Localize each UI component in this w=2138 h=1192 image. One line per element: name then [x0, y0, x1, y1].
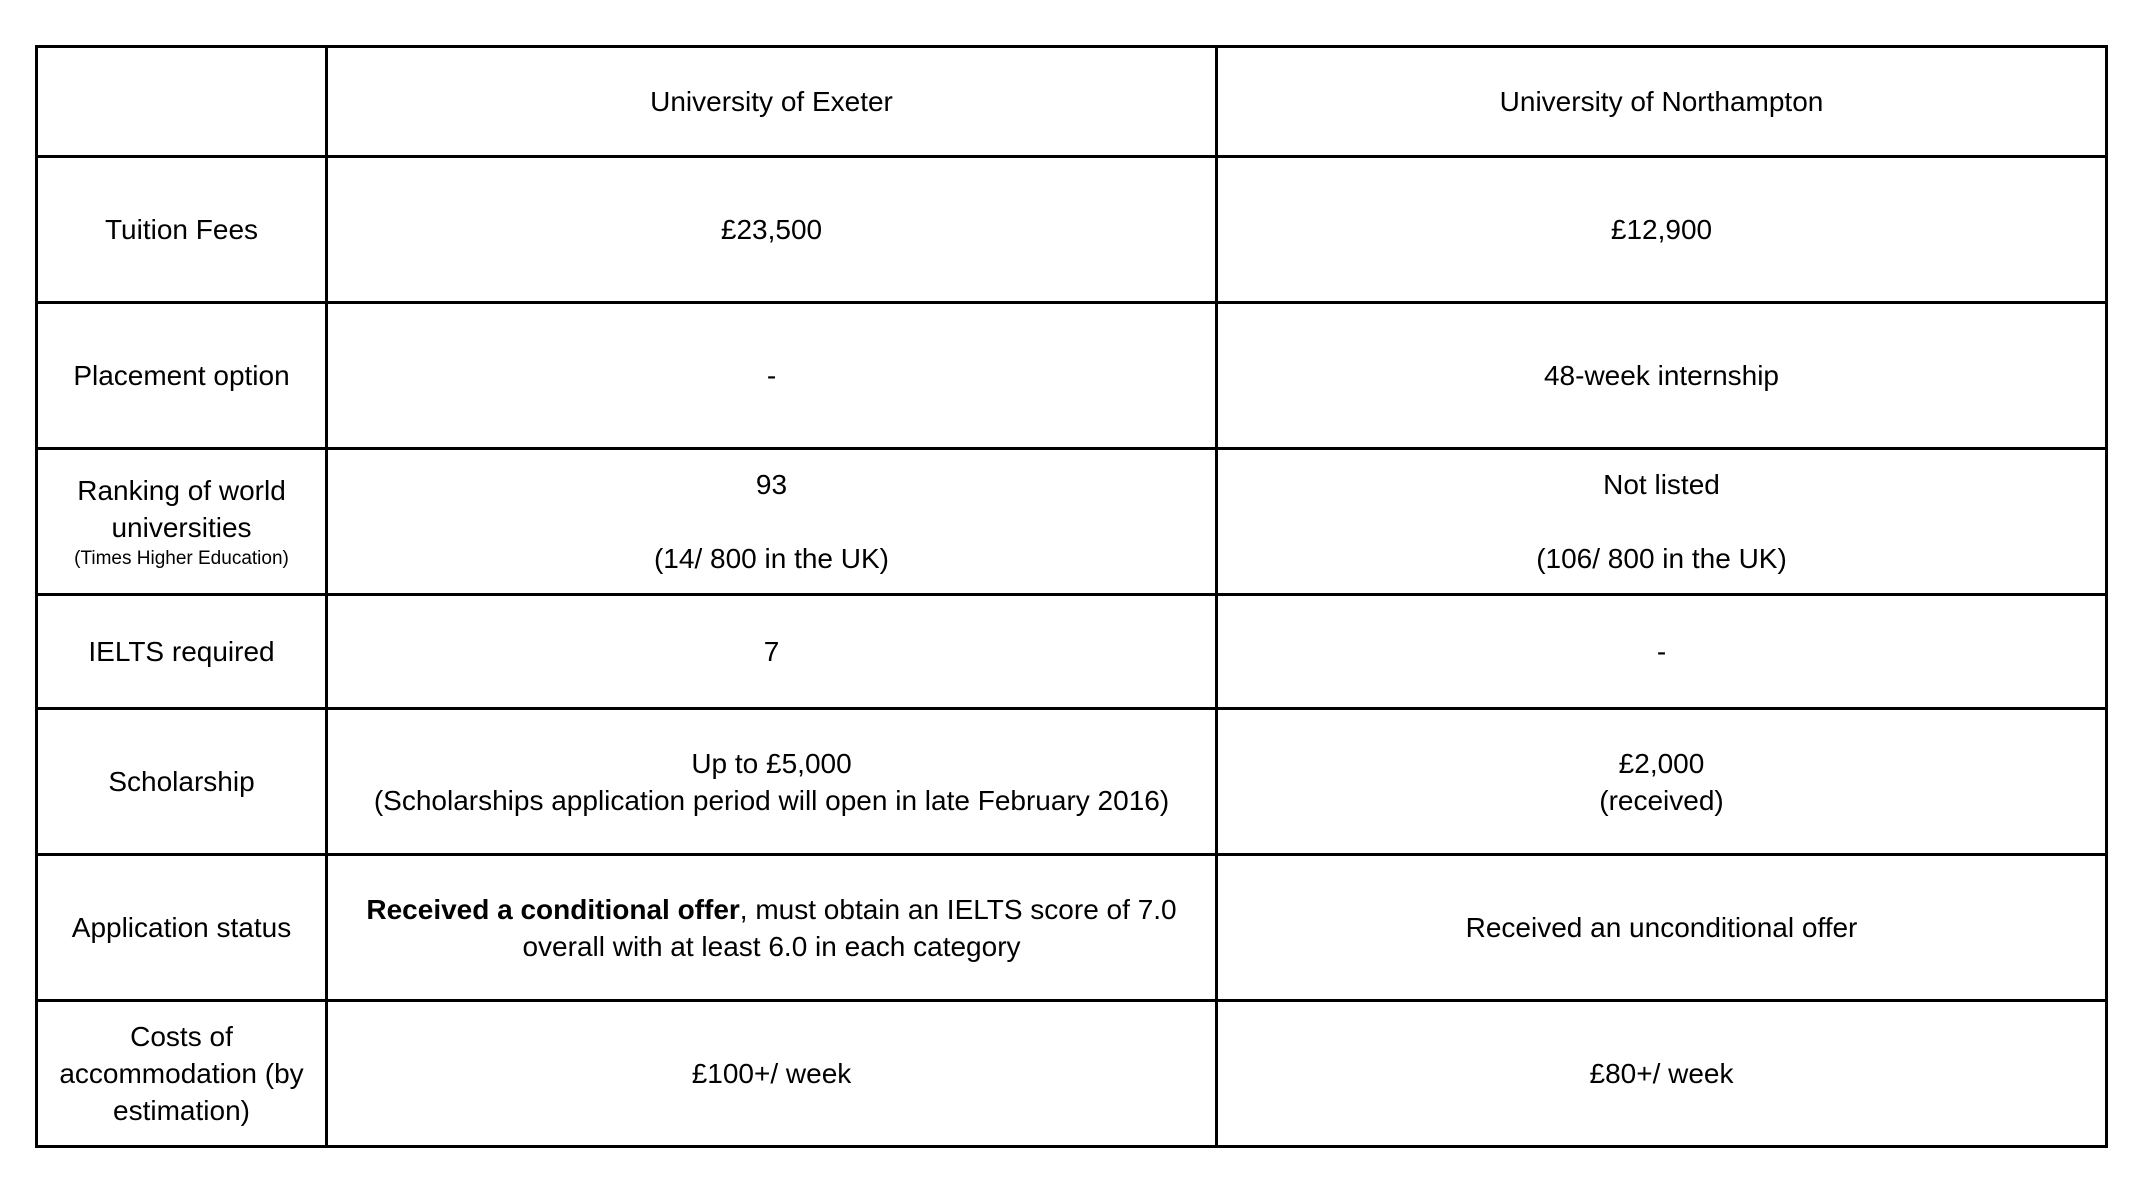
accommodation-label-line3: estimation) — [113, 1095, 250, 1126]
status-label: Application status — [37, 855, 327, 1001]
row-tuition — [37, 157, 2107, 303]
row-ielts — [37, 595, 2107, 709]
table-header-row — [37, 47, 2107, 157]
placement-northampton: 48-week internship — [1217, 303, 2107, 449]
ielts-northampton: - — [1217, 595, 2107, 709]
ielts-exeter: 7 — [327, 595, 1217, 709]
ranking-exeter-uk: (14/ 800 in the UK) — [653, 543, 890, 574]
placement-exeter: - — [327, 303, 1217, 449]
scholarship-northampton-amount: £2,000 — [1618, 747, 1705, 779]
comparison-table — [35, 45, 2108, 1148]
scholarship-northampton-note: (received) — [1599, 784, 1724, 816]
ranking-label — [37, 449, 327, 595]
tuition-label: Tuition Fees — [37, 157, 327, 303]
ranking-exeter — [327, 449, 1217, 595]
ranking-label-line1: Ranking of world — [77, 474, 286, 506]
accommodation-label-line2: accommodation (by — [59, 1058, 304, 1089]
scholarship-exeter-amount: Up to £5,000 — [691, 747, 852, 779]
ranking-northampton-uk: (106/ 800 in the UK) — [1536, 543, 1787, 574]
accommodation-exeter: £100+/ week — [327, 1001, 1217, 1147]
ranking-label-note: (Times Higher Education) — [74, 547, 289, 569]
row-scholarship — [37, 709, 2107, 855]
header-empty-cell — [37, 47, 327, 157]
status-northampton: Received an unconditional offer — [1217, 855, 2107, 1001]
header-exeter: University of Exeter — [327, 47, 1217, 157]
tuition-northampton: £12,900 — [1217, 157, 2107, 303]
row-application-status — [37, 855, 2107, 1001]
ranking-northampton — [1217, 449, 2107, 595]
status-exeter-rest-line1: , must obtain an IELTS score of 7.0 — [739, 893, 1177, 925]
ranking-exeter-rank: 93 — [755, 469, 788, 500]
row-accommodation — [37, 1001, 2107, 1147]
accommodation-label-line1: Costs of — [130, 1021, 233, 1052]
header-northampton: University of Northampton — [1217, 47, 2107, 157]
scholarship-exeter-note: (Scholarships application period will open in late February 2016) — [373, 784, 1170, 816]
status-exeter-line1 — [338, 891, 1205, 928]
ielts-label: IELTS required — [37, 595, 327, 709]
accommodation-northampton: £80+/ week — [1217, 1001, 2107, 1147]
tuition-exeter: £23,500 — [327, 157, 1217, 303]
accommodation-label — [37, 1001, 327, 1147]
ranking-northampton-gap — [1228, 503, 2095, 540]
scholarship-label: Scholarship — [37, 709, 327, 855]
row-placement — [37, 303, 2107, 449]
ranking-label-line2: universities — [111, 511, 252, 543]
ranking-exeter-gap — [338, 503, 1205, 540]
status-exeter — [327, 855, 1217, 1001]
ranking-northampton-rank: Not listed — [1603, 469, 1720, 500]
placement-label: Placement option — [37, 303, 327, 449]
status-exeter-rest-line2: overall with at least 6.0 in each category — [522, 930, 1021, 962]
scholarship-northampton — [1217, 709, 2107, 855]
scholarship-exeter — [327, 709, 1217, 855]
row-ranking — [37, 449, 2107, 595]
status-exeter-bold: Received a conditional offer — [366, 893, 740, 925]
